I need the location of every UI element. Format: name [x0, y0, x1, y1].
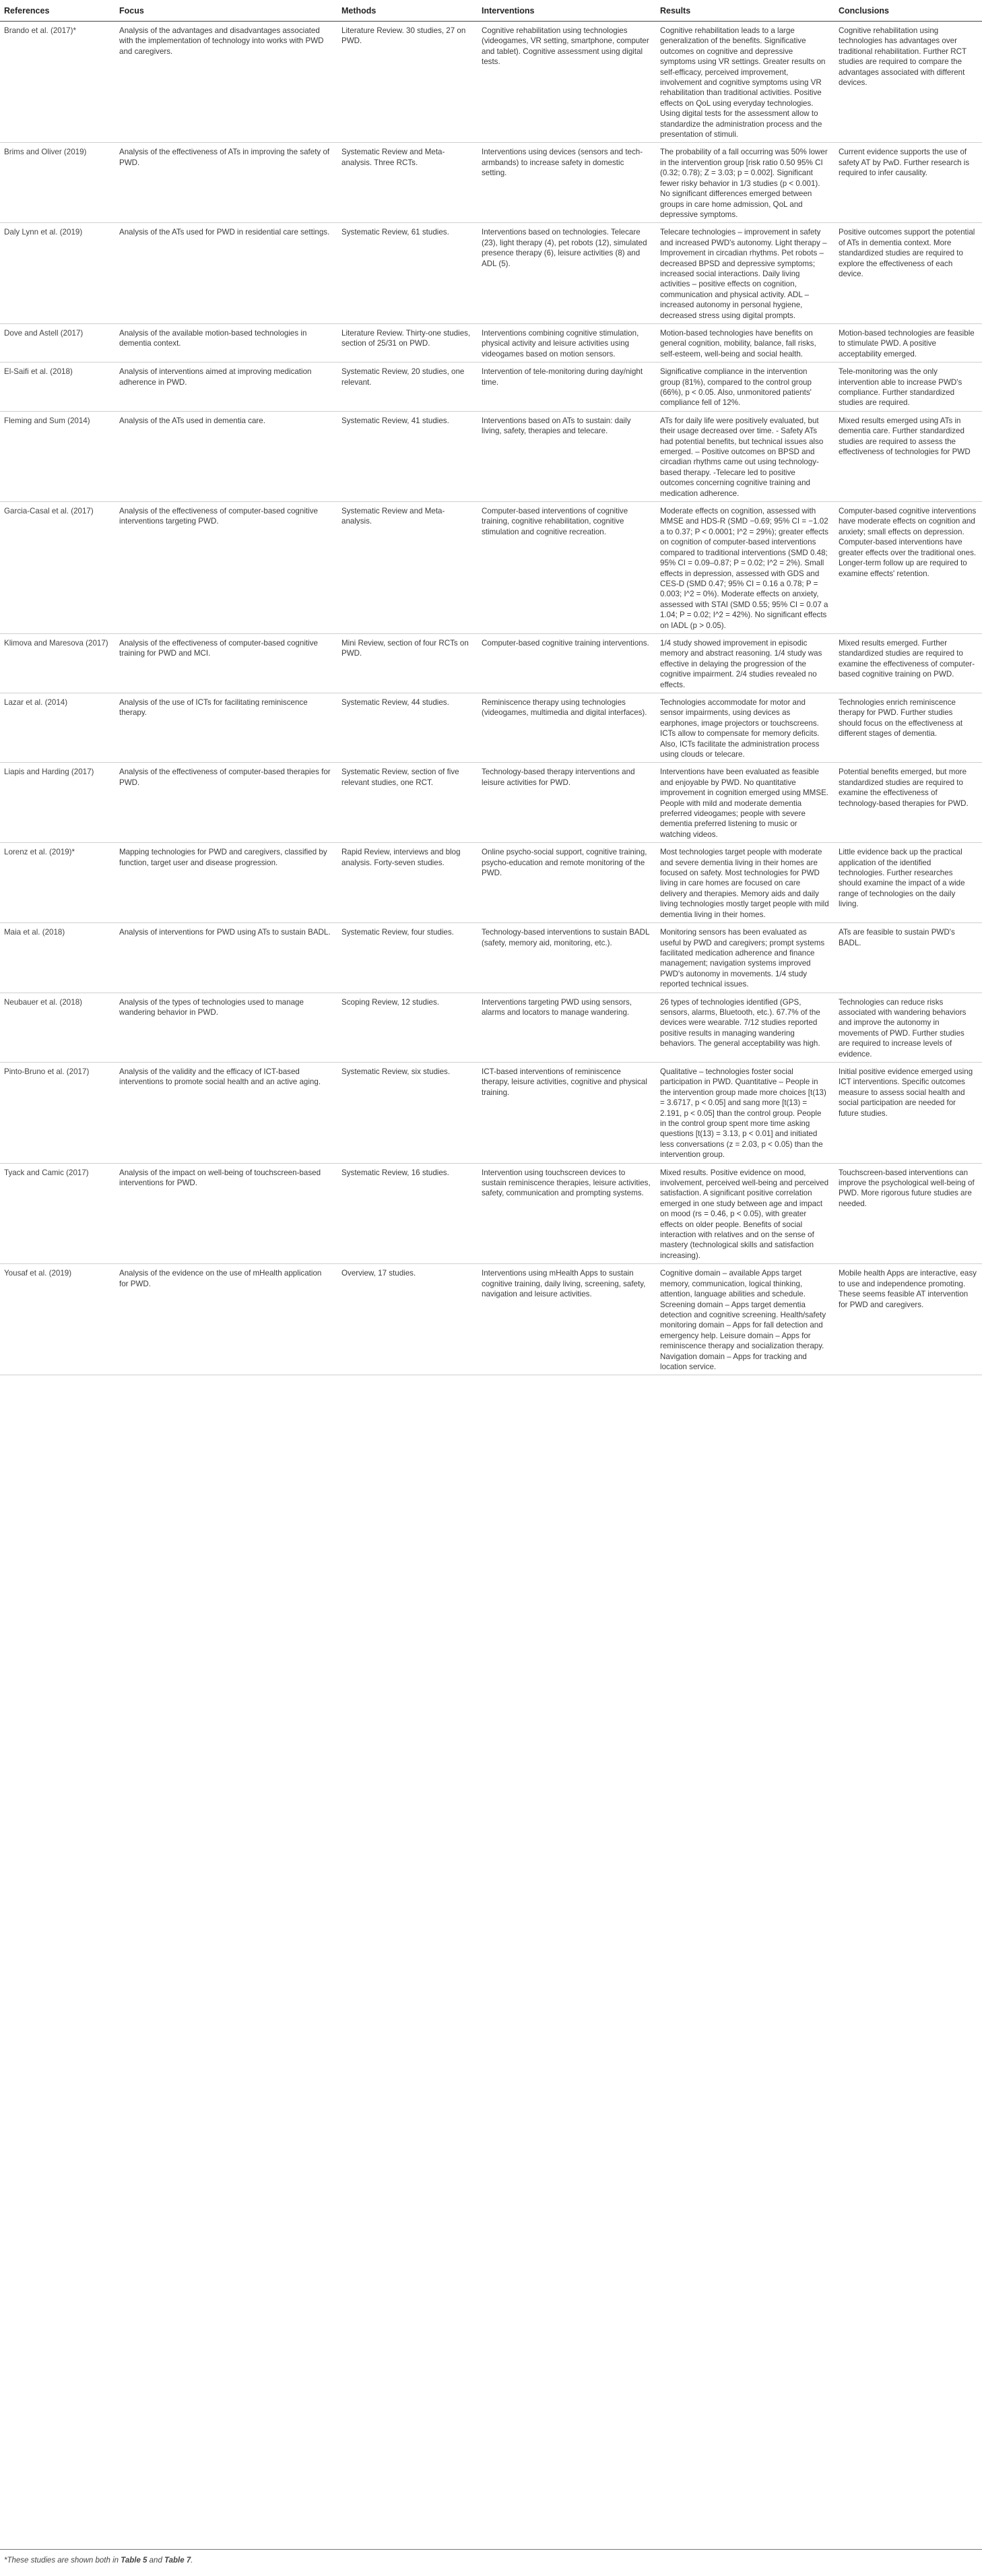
table-row [0, 843, 982, 923]
cell-interventions: Interventions using devices (sensors and tech-armbands) to increase safety in domestic setting. [478, 143, 656, 223]
cell-results: Most technologies target people with moderate and severe dementia living in their homes are focused on safety. Most technologies for PWD living in care homes are focused on care delivery and therapies. Memory aids and daily living technologies mostly target people with mild dementia living in their homes. [656, 843, 834, 923]
cell-methods: Systematic Review, six studies. [337, 1062, 478, 1163]
table-body [0, 22, 982, 1375]
cell-reference: Daly Lynn et al. (2019) [0, 223, 115, 324]
cell-results: Moderate effects on cognition, assessed with MMSE and HDS-R (SMD −0.69; 95% CI = −1.02 a to 0.37; P < 0.0001; I^2 = 29%); greater effects on cognition of computer-based interventions compared to traditional interventions (SMD 0.48; 95% CI = 0.09–0.87; P = 0.02; I^2 = 2%). Small effects in depression, assessed with GDS and CES-D (SMD 0.47; 95% CI = 0.16 a 0.78; P = 0.003; I^2 = 0%). Moderate effects on anxiety, assessed with STAI (SMD 0.55; 95% CI = 0.07 a 1.04; P = 0.02; I^2 = 42%). No significant effects on IADL (p > 0.05). [656, 502, 834, 634]
table-row [0, 223, 982, 324]
cell-interventions: Interventions combining cognitive stimulation, physical activity and leisure activities using videogames based on motion sensors. [478, 323, 656, 362]
cell-results: 26 types of technologies identified (GPS, sensors, alarms, Bluetooth, etc.). 67.7% of the devices were wearable. 7/12 studies reported positive results in managing wandering behaviors. The general acceptability was high. [656, 993, 834, 1062]
table-row [0, 693, 982, 762]
cell-interventions: Intervention using touchscreen devices to sustain reminiscence therapies, leisure activities, safety, communication and prompting systems. [478, 1163, 656, 1264]
cell-interventions: Online psycho-social support, cognitive training, psycho-education and remote monitoring of the PWD. [478, 843, 656, 923]
cell-focus: Analysis of interventions for PWD using ATs to sustain BADL. [115, 923, 337, 993]
cell-methods: Rapid Review, interviews and blog analysis. Forty-seven studies. [337, 843, 478, 923]
cell-conclusions: Cognitive rehabilitation using technologies has advantages over traditional rehabilitation. Further RCT studies are required to compare the advantages associated with different devices. [834, 22, 982, 143]
cell-methods: Literature Review. Thirty-one studies, section of 25/31 on PWD. [337, 323, 478, 362]
cell-focus: Analysis of the use of ICTs for facilitating reminiscence therapy. [115, 693, 337, 762]
cell-focus: Analysis of the effectiveness of computer-based cognitive interventions targeting PWD. [115, 502, 337, 634]
cell-conclusions: Technologies can reduce risks associated with wandering behaviors and improve the autonomy in movements of PWD. Further studies are required to increase levels of evidence. [834, 993, 982, 1062]
header-results: Results [656, 0, 834, 22]
cell-reference: Pinto-Bruno et al. (2017) [0, 1062, 115, 1163]
cell-conclusions: Tele-monitoring was the only intervention able to increase PWD's compliance. Further standardized studies are required. [834, 363, 982, 412]
cell-interventions: Interventions based on technologies. Telecare (23), light therapy (4), pet robots (12), simulated presence therapy (6), leisure activities (8) and ADL (5). [478, 223, 656, 324]
footnote-suffix: . [191, 2556, 193, 2565]
table-row [0, 1163, 982, 1264]
cell-interventions: Technology-based therapy interventions and leisure activities for PWD. [478, 763, 656, 843]
cell-results: Cognitive domain – available Apps target memory, communication, logical thinking, attention, language abilities and schedule. Screening domain – Apps target dementia detection and cognitive screening. Health/safety monitoring domain – Apps for fall detection and emergency help. Leisure domain – Apps for reminiscence therapy and socialization therapy. Navigation domain – Apps for tracking and location service. [656, 1264, 834, 1375]
cell-methods: Systematic Review, 16 studies. [337, 1163, 478, 1264]
footnote-table-b: Table 7 [164, 2556, 191, 2565]
table-row [0, 143, 982, 223]
cell-focus: Analysis of the effectiveness of ATs in improving the safety of PWD. [115, 143, 337, 223]
cell-conclusions: Positive outcomes support the potential of ATs in dementia context. More standardized studies are required to explore the effectiveness of each device. [834, 223, 982, 324]
cell-reference: Tyack and Camic (2017) [0, 1163, 115, 1264]
cell-conclusions: Technologies enrich reminiscence therapy for PWD. Further studies should focus on the effectiveness at different stages of dementia. [834, 693, 982, 762]
cell-results: Cognitive rehabilitation leads to a large generalization of the benefits. Significative outcomes on cognitive and depressive symptoms using VR settings. Greater results on self-efficacy, perceived improvement, involvement and cognitive symptoms using VR rehabilitation than traditional activities. Positive effects on QoL using everyday technologies. Using digital tests for the assessment allow to standardize the administration process and the presentation of stimuli. [656, 22, 834, 143]
cell-reference: Klimova and Maresova (2017) [0, 633, 115, 693]
table-row [0, 633, 982, 693]
cell-focus: Analysis of the available motion-based technologies in dementia context. [115, 323, 337, 362]
cell-reference: El-Saifi et al. (2018) [0, 363, 115, 412]
cell-methods: Systematic Review, 44 studies. [337, 693, 478, 762]
cell-conclusions: Current evidence supports the use of safety AT by PwD. Further research is required to infer causality. [834, 143, 982, 223]
cell-methods: Systematic Review, 41 studies. [337, 411, 478, 501]
cell-interventions: Reminiscence therapy using technologies (videogames, multimedia and digital interfaces). [478, 693, 656, 762]
cell-reference: Liapis and Harding (2017) [0, 763, 115, 843]
cell-focus: Analysis of the ATs used for PWD in residential care settings. [115, 223, 337, 324]
table-row [0, 411, 982, 501]
table-header-row [0, 0, 982, 22]
table-footnote [4, 2556, 193, 2565]
cell-focus: Analysis of the ATs used in dementia care. [115, 411, 337, 501]
cell-conclusions: Mixed results emerged using ATs in dementia care. Further standardized studies are required to assess the effectiveness of technologies for PWD [834, 411, 982, 501]
cell-reference: Dove and Astell (2017) [0, 323, 115, 362]
cell-reference: Neubauer et al. (2018) [0, 993, 115, 1062]
cell-interventions: Computer-based interventions of cognitive training, cognitive rehabilitation, cognitive stimulation and cognitive recreation. [478, 502, 656, 634]
cell-methods: Systematic Review, 20 studies, one relevant. [337, 363, 478, 412]
cell-results: Monitoring sensors has been evaluated as useful by PWD and caregivers; prompt systems facilitated medication adherence and finance management; navigation systems improved PWD's autonomy in movements. 1/4 study reported technical issues. [656, 923, 834, 993]
footnote-table-a: Table 5 [121, 2556, 148, 2565]
cell-results: Mixed results. Positive evidence on mood, involvement, perceived well-being and perceived satisfaction. A significant positive correlation emerged in one study between age and impact on mood (rs = 0.46, p < 0.05), with greater effects on older people. Benefits of social interaction with relatives and on the sense of mastery (technological skills and satisfaction increasing). [656, 1163, 834, 1264]
cell-results: ATs for daily life were positively evaluated, but their usage decreased over time. - Safety ATs had potential benefits, but technical issues also emerged. – Positive outcomes on BPSD and circadian rhythms came out using technology-based therapy. -Telecare led to positive outcomes concerning cognitive training and medication adherence. [656, 411, 834, 501]
cell-conclusions: ATs are feasible to sustain PWD's BADL. [834, 923, 982, 993]
cell-methods: Systematic Review and Meta-analysis. [337, 502, 478, 634]
cell-methods: Mini Review, section of four RCTs on PWD. [337, 633, 478, 693]
cell-results: Interventions have been evaluated as feasible and enjoyable by PWD. No quantitative improvement in cognition emerged using MMSE. People with mild and moderate dementia preferred videogames; people with severe dementia preferred listening to music or watching videos. [656, 763, 834, 843]
cell-reference: Brando et al. (2017)* [0, 22, 115, 143]
cell-interventions: Interventions based on ATs to sustain: daily living, safety, therapies and telecare. [478, 411, 656, 501]
cell-results: Motion-based technologies have benefits on general cognition, mobility, balance, fall risks, self-esteem, well-being and social health. [656, 323, 834, 362]
cell-results: Telecare technologies – improvement in safety and increased PWD's autonomy. Light therapy – Improvement in circadian rhythms. Pet robots – decreased BPSD and depressive symptoms; increased social interactions. Daily living activities – positive effects on cognition, communication and physical activity. ADL – increased autonomy in personal hygiene, decreased stress using digital prompts. [656, 223, 834, 324]
cell-conclusions: Mixed results emerged. Further standardized studies are required to examine the effectiveness of computer-based cognitive training on PWD. [834, 633, 982, 693]
cell-focus: Analysis of the types of technologies used to manage wandering behavior in PWD. [115, 993, 337, 1062]
table-row [0, 763, 982, 843]
cell-conclusions: Computer-based cognitive interventions have moderate effects on cognition and anxiety; small effects on depression. Computer-based interventions have greater effects over the traditional ones. Longer-term follow up are required to examine effects' retention. [834, 502, 982, 634]
table-row [0, 323, 982, 362]
cell-interventions: ICT-based interventions of reminiscence therapy, leisure activities, cognitive and physical training. [478, 1062, 656, 1163]
table-row [0, 22, 982, 143]
cell-results: The probability of a fall occurring was 50% lower in the intervention group [risk ratio 0.50 95% CI (0.32; 0.78); Z = 3.03; p = 0.002]. Significant fewer risky behavior in 1/3 studies (p < 0.001). No significant differences emerged between groups in care home admission, QoL and depressive symptoms. [656, 143, 834, 223]
cell-focus: Analysis of the evidence on the use of mHealth application for PWD. [115, 1264, 337, 1375]
cell-interventions: Computer-based cognitive training interventions. [478, 633, 656, 693]
cell-methods: Overview, 17 studies. [337, 1264, 478, 1375]
cell-focus: Analysis of the validity and the efficacy of ICT-based interventions to promote social health and an active aging. [115, 1062, 337, 1163]
footnote-divider [0, 2549, 982, 2550]
cell-focus: Analysis of the effectiveness of computer-based cognitive training for PWD and MCI. [115, 633, 337, 693]
table-row [0, 1062, 982, 1163]
cell-focus: Mapping technologies for PWD and caregivers, classified by function, target user and disease progression. [115, 843, 337, 923]
table-row [0, 363, 982, 412]
cell-interventions: Intervention of tele-monitoring during day/night time. [478, 363, 656, 412]
cell-results: Technologies accommodate for motor and sensor impairments, using devices as earphones, image projectors or touchscreens. ICTs allow to compensate for memory deficits. Also, ICTs facilitate the administration process using clouds or telecare. [656, 693, 834, 762]
cell-methods: Scoping Review, 12 studies. [337, 993, 478, 1062]
cell-results: Significative compliance in the intervention group (81%), compared to the control group (66%), p < 0.05. Also, unmonitored patients' compliance fell of 12%. [656, 363, 834, 412]
cell-focus: Analysis of interventions aimed at improving medication adherence in PWD. [115, 363, 337, 412]
cell-conclusions: Potential benefits emerged, but more standardized studies are required to examine the effectiveness of technology-based therapies for PWD. [834, 763, 982, 843]
cell-methods: Systematic Review, section of five relevant studies, one RCT. [337, 763, 478, 843]
cell-conclusions: Mobile health Apps are interactive, easy to use and independence promoting. These seems feasible AT intervention for PWD and caregivers. [834, 1264, 982, 1375]
header-conclusions: Conclusions [834, 0, 982, 22]
table-row [0, 502, 982, 634]
cell-reference: Lazar et al. (2014) [0, 693, 115, 762]
cell-interventions: Interventions targeting PWD using sensors, alarms and locators to manage wandering. [478, 993, 656, 1062]
cell-interventions: Cognitive rehabilitation using technologies (videogames, VR setting, smartphone, computer and tablet). Cognitive assessment using digital tests. [478, 22, 656, 143]
cell-focus: Analysis of the impact on well-being of touchscreen-based interventions for PWD. [115, 1163, 337, 1264]
cell-methods: Systematic Review, four studies. [337, 923, 478, 993]
cell-reference: Maia et al. (2018) [0, 923, 115, 993]
cell-reference: Brims and Oliver (2019) [0, 143, 115, 223]
footnote-prefix: *These studies are shown both in [4, 2556, 121, 2565]
cell-methods: Systematic Review and Meta-analysis. Three RCTs. [337, 143, 478, 223]
header-methods: Methods [337, 0, 478, 22]
cell-conclusions: Little evidence back up the practical application of the identified technologies. Further researches should examine the impact of a wide range of technologies on the daily living. [834, 843, 982, 923]
cell-results: Qualitative – technologies foster social participation in PWD. Quantitative – People in the intervention group made more choices [t(13) = 3.6717, p < 0.05] and sang more [t(13) = 2.191, p < 0.05] than the control group. People in the control group spent more time asking questions [t(13) = 3.13, p < 0.01] and initiated less conversations (z = 2.03, p < 0.05) than the intervention group. [656, 1062, 834, 1163]
cell-reference: Yousaf et al. (2019) [0, 1264, 115, 1375]
table-row [0, 923, 982, 993]
header-focus: Focus [115, 0, 337, 22]
cell-methods: Systematic Review, 61 studies. [337, 223, 478, 324]
cell-interventions: Technology-based interventions to sustain BADL (safety, memory aid, monitoring, etc.). [478, 923, 656, 993]
cell-conclusions: Initial positive evidence emerged using ICT interventions. Specific outcomes measure to assess social health and social participation are needed for future studies. [834, 1062, 982, 1163]
cell-results: 1/4 study showed improvement in episodic memory and abstract reasoning. 1/4 study was effective in delaying the progression of the cognitive impairment. 2/4 studies revealed no effects. [656, 633, 834, 693]
cell-conclusions: Motion-based technologies are feasible to stimulate PWD. A positive acceptability emerged. [834, 323, 982, 362]
cell-focus: Analysis of the advantages and disadvantages associated with the implementation of technology into works with PWD and caregivers. [115, 22, 337, 143]
footnote-middle: and [147, 2556, 165, 2565]
cell-conclusions: Touchscreen-based interventions can improve the psychological well-being of PWD. More rigorous future studies are needed. [834, 1163, 982, 1264]
table-row [0, 993, 982, 1062]
header-interventions: Interventions [478, 0, 656, 22]
cell-reference: Lorenz et al. (2019)* [0, 843, 115, 923]
cell-interventions: Interventions using mHealth Apps to sustain cognitive training, daily living, screening, safety, navigation and leisure activities. [478, 1264, 656, 1375]
cell-reference: Fleming and Sum (2014) [0, 411, 115, 501]
header-references: References [0, 0, 115, 22]
cell-methods: Literature Review. 30 studies, 27 on PWD. [337, 22, 478, 143]
cell-focus: Analysis of the effectiveness of computer-based therapies for PWD. [115, 763, 337, 843]
table-row [0, 1264, 982, 1375]
cell-reference: Garcia-Casal et al. (2017) [0, 502, 115, 634]
